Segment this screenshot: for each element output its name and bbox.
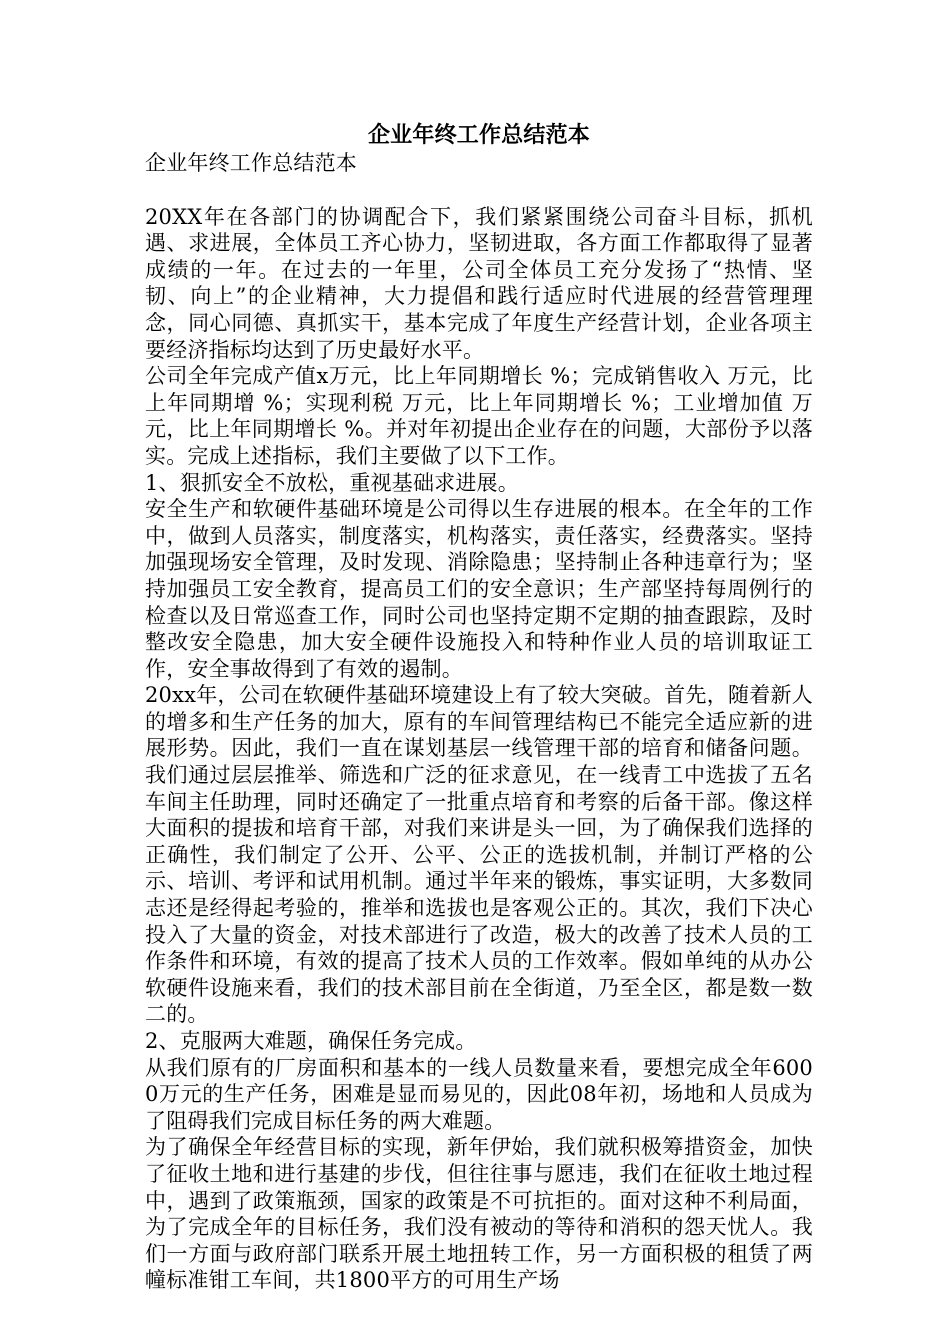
document-page (145, 118, 813, 1294)
paragraph-infrastructure: 20xx年，公司在软硬件基础环境建设上有了较大突破。首先，随着新人的增多和生产任务的加大，原有的车间管理结构已不能完全适应新的进展形势。因此，我们一直在谋划基层一线管理干部的培育和储备问题。我们通过层层推举、筛选和广泛的征求意见，在一线青工中选拔了五名车间主任助理，同时还确定了一批重点培育和考察的后备干部。像这样大面积的提拔和培育干部，对我们来讲是头一回，为了确保我们选择的正确性，我们制定了公开、公平、公正的选拔机制，并制订严格的公示、培训、考评和试用机制。通过半年来的锻炼，事实证明，大多数同志还是经得起考验的，推举和选拔也是客观公正的。其次，我们下决心投入了大量的资金，对技术部进行了改造，极大的改善了技术人员的工作条件和环境，有效的提高了技术人员的工作效率。假如单纯的从办公软硬件设施来看，我们的技术部目前在全街道，乃至全区，都是数一数二的。 (145, 683, 813, 1027)
paragraph-difficulties: 从我们原有的厂房面积和基本的一线人员数量来看，要想完成全年6000万元的生产任务，困难是显而易见的，因此08年初，场地和人员成为了阻碍我们完成目标任务的两大难题。 (145, 1055, 813, 1133)
paragraph-intro: 20XX年在各部门的协调配合下，我们紧紧围绕公司奋斗目标，抓机遇、求进展，全体员工齐心协力，坚韧进取，各方面工作都取得了显著成绩的一年。在过去的一年里，公司全体员工充分发扬了“热情、坚韧、向上”的企业精神，大力提倡和践行适应时代进展的经营管理理念，同心同德、真抓实干，基本完成了年度生产经营计划，企业各项主要经济指标均达到了历史最好水平。 (145, 204, 813, 362)
paragraph-measures: 为了确保全年经营目标的实现，新年伊始，我们就积极筹措资金，加快了征收土地和进行基建的步伐，但往往事与愿违，我们在征收土地过程中，遇到了政策瓶颈，国家的政策是不可抗拒的。面对这种不利局面，为了完成全年的目标任务，我们没有被动的等待和消积的怨天忧人。我们一方面与政府部门联系开展土地扭转工作，另一方面积极的租赁了两幢标准钳工车间，共1800平方的可用生产场 (145, 1135, 813, 1293)
paragraph-indicators: 公司全年完成产值x万元，比上年同期增长 %；完成销售收入 万元，比上年同期增 %；实现利税 万元，比上年同期增长 %；工业增加值 万元，比上年同期增长 %。并对年初提出企业存在的问题，大部份予以落实。完成上述指标，我们主要做了以下工作。 (145, 364, 813, 468)
paragraph-safety: 安全生产和软硬件基础环境是公司得以生存进展的根本。在全年的工作中，做到人员落实，制度落实，机构落实，责任落实，经费落实。坚持加强现场安全管理，及时发现、消除隐患；坚持制止各种违章行为；坚持加强员工安全教育，提高员工们的安全意识；生产部坚持每周例行的检查以及日常巡查工作，同时公司也坚持定期不定期的抽查跟踪，及时整改安全隐患，加大安全硬件设施投入和特种作业人员的培训取证工作，安全事故得到了有效的遏制。 (145, 497, 813, 681)
section-heading-1: 1、狠抓安全不放松，重视基础求进展。 (145, 470, 519, 495)
document-title: 企业年终工作总结范本 (367, 122, 590, 148)
blank-line (145, 177, 813, 204)
section-heading-2: 2、克服两大难题，确保任务完成。 (145, 1029, 477, 1053)
document-subtitle: 企业年终工作总结范本 (145, 151, 357, 175)
